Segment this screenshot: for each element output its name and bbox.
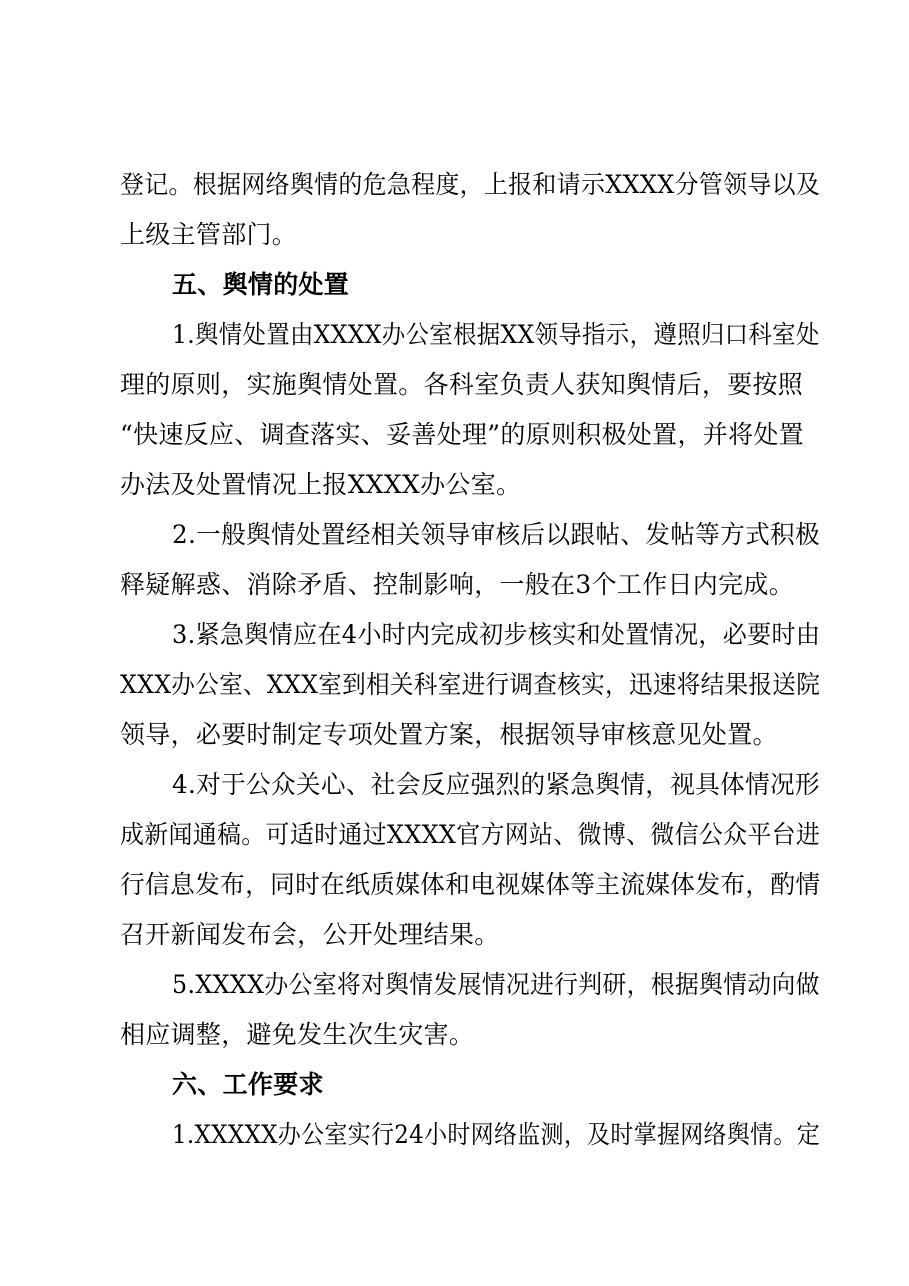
- paragraph-line: 领导，必要时制定专项处置方案，根据领导审核意见处置。: [120, 720, 778, 749]
- paragraph-line: 召开新闻发布会，公开处理结果。: [120, 920, 500, 949]
- paragraph-line: 2.一般舆情处置经相关领导审核后以跟帖、发帖等方式积极: [172, 520, 820, 549]
- paragraph-line: 3.紧急舆情应在4小时内完成初步核实和处置情况，必要时由: [172, 620, 821, 649]
- paragraph-line: 理的原则，实施舆情处置。各科室负责人获知舆情后，要按照: [120, 370, 804, 399]
- paragraph-line: 释疑解惑、消除矛盾、控制影响，一般在3个工作日内完成。: [120, 570, 795, 599]
- paragraph-line: 行信息发布，同时在纸质媒体和电视媒体等主流媒体发布，酌情: [120, 870, 821, 899]
- section-heading-6: 六、工作要求: [172, 1070, 324, 1099]
- paragraph-line: 5.XXXX办公室将对舆情发展情况进行判研，根据舆情动向做: [172, 970, 820, 999]
- paragraph-line: 上级主管部门。: [120, 220, 298, 249]
- paragraph-line: 相应调整，避免发生次生灾害。: [120, 1020, 475, 1049]
- paragraph-line: 4.对于公众关心、社会反应强烈的紧急舆情，视具体情况形: [172, 770, 820, 799]
- paragraph-line: 1.XXXXX办公室实行24小时网络监测，及时掌握网络舆情。定: [172, 1120, 821, 1149]
- paragraph-line: 成新闻通稿。可适时通过XXXX官方网站、微博、微信公众平台进: [120, 820, 821, 849]
- paragraph-line: “快速反应、调查落实、妥善处理”的原则积极处置，并将处置: [120, 420, 804, 449]
- paragraph-line: XXX办公室、XXX室到相关科室进行调查核实，迅速将结果报送院: [120, 670, 821, 699]
- paragraph-line: 办法及处置情况上报XXXX办公室。: [120, 470, 522, 499]
- paragraph-line: 1.舆情处置由XXXX办公室根据XX领导指示，遵照归口科室处: [172, 320, 820, 349]
- paragraph-line: 登记。根据网络舆情的危急程度，上报和请示XXXX分管领导以及: [120, 170, 821, 199]
- section-heading-5: 五、舆情的处置: [172, 270, 350, 299]
